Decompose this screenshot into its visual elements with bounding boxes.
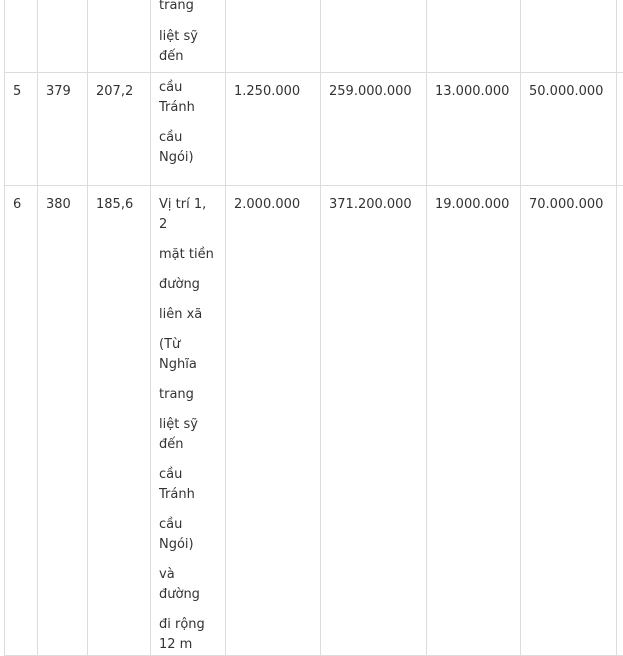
desc-line: trang <box>159 385 217 405</box>
table-row <box>5 73 623 186</box>
desc-line: liên xã <box>159 305 217 325</box>
cell-stt: 5 <box>5 73 38 186</box>
desc-line: Nghĩa <box>159 355 217 375</box>
cell-col9 <box>617 73 623 186</box>
desc-line: Ngói) <box>159 535 217 555</box>
desc-line: liệt sỹ <box>159 415 217 435</box>
desc-line: đường <box>159 585 217 605</box>
cell-total: 371.200.000 <box>321 186 427 656</box>
desc-line: Tránh <box>159 485 217 505</box>
table-row <box>5 186 623 656</box>
cell-description <box>151 0 226 73</box>
desc-line: và <box>159 565 217 585</box>
desc-line: 12 m <box>159 635 217 655</box>
cell-stt <box>5 0 38 73</box>
desc-line: Tránh <box>159 98 217 118</box>
cell-unit-price: 2.000.000 <box>226 186 321 656</box>
cell-col7 <box>427 0 521 73</box>
land-price-table <box>4 0 623 656</box>
cell-col8: 50.000.000 <box>521 73 617 186</box>
table-row-fragment <box>5 0 623 73</box>
price-table-wrapper <box>4 0 623 656</box>
cell-stt: 6 <box>5 186 38 656</box>
cell-total <box>321 0 427 73</box>
cell-total: 259.000.000 <box>321 73 427 186</box>
desc-line: cầu <box>159 78 217 98</box>
cell-unit-price: 1.250.000 <box>226 73 321 186</box>
desc-line: mặt tiền <box>159 245 217 265</box>
cell-col7: 19.000.000 <box>427 186 521 656</box>
desc-line: đến <box>159 435 217 455</box>
cell-area: 207,2 <box>88 73 151 186</box>
cell-col8: 70.000.000 <box>521 186 617 656</box>
cell-parcel: 379 <box>38 73 88 186</box>
cell-col8 <box>521 0 617 73</box>
desc-line: (Từ <box>159 335 217 355</box>
cell-parcel <box>38 0 88 73</box>
cell-col7: 13.000.000 <box>427 73 521 186</box>
desc-line: cầu <box>159 128 217 148</box>
desc-line: trang <box>159 0 217 15</box>
cell-area <box>88 0 151 73</box>
cell-parcel: 380 <box>38 186 88 656</box>
cell-description <box>151 186 226 656</box>
cell-unit-price <box>226 0 321 73</box>
desc-line: cầu <box>159 515 217 535</box>
desc-line: Vị trí 1, 2 <box>159 195 217 235</box>
desc-line: liệt sỹ <box>159 27 217 47</box>
cell-col9 <box>617 0 623 73</box>
desc-line: Ngói) <box>159 148 217 168</box>
cell-area: 185,6 <box>88 186 151 656</box>
desc-line: đường <box>159 275 217 295</box>
cell-description <box>151 73 226 186</box>
cell-col9 <box>617 186 623 656</box>
desc-line: cầu <box>159 465 217 485</box>
desc-line: đi rộng <box>159 615 217 635</box>
desc-line: đến <box>159 47 217 67</box>
